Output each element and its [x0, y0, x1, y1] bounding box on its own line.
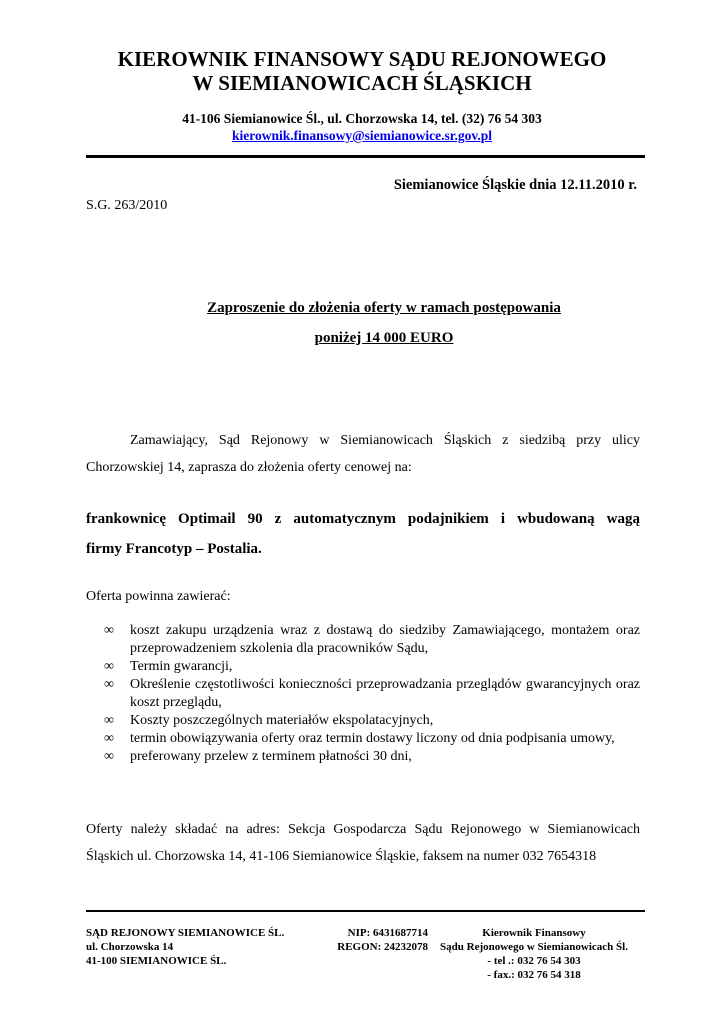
- closing-line2: Śląskich ul. Chorzowska 14, 41-106 Siemianowice Śląskie, faksem na numer 032 7654318: [86, 849, 597, 864]
- footer-court-info: [86, 926, 284, 968]
- infinity-bullet-icon: ∞: [104, 659, 114, 674]
- footer-court-city: 41-100 SIEMIANOWICE ŚL.: [86, 955, 227, 967]
- closing-line1: Oferty należy składać na adres: Sekcja Gospodarcza Sądu Rejonowego w Siemianowicach: [86, 822, 640, 837]
- product-line1: frankownicę Optimail 90 z automatycznym podajnikiem i wbudowaną wagą: [86, 511, 640, 527]
- letterhead-email-wrapper: [0, 128, 724, 144]
- subject-line2: poniżej 14 000 EURO: [314, 330, 454, 346]
- footer-contact: [428, 926, 640, 982]
- infinity-bullet-icon: ∞: [104, 749, 114, 764]
- infinity-bullet-icon: ∞: [104, 731, 114, 746]
- footer-nip: NIP: 6431687714: [347, 927, 428, 939]
- footer-regon: REGON: 24232078: [337, 941, 428, 953]
- case-reference: S.G. 263/2010: [86, 198, 168, 213]
- subject-line1: Zaproszenie do złożenia oferty w ramach postępowania: [207, 300, 561, 316]
- list-item: ∞ termin obowiązywania oferty oraz termin dostawy liczony od dnia podpisania umowy,: [104, 731, 615, 746]
- letter-date: Siemianowice Śląskie dnia 12.11.2010 r.: [393, 177, 637, 193]
- footer-fax: - fax.: 032 76 54 318: [487, 969, 581, 981]
- email-link[interactable]: kierownik.finansowy@siemianowice.sr.gov.pl: [231, 128, 493, 143]
- footer-role: Kierownik Finansowy: [482, 927, 586, 939]
- list-item: ∞ Termin gwarancji,: [104, 659, 233, 674]
- footer-institution: Sądu Rejonowego w Siemianowicach Śl.: [440, 941, 628, 953]
- offer-intro: Oferta powinna zawierać:: [86, 589, 231, 604]
- intro-line1: Zamawiający, Sąd Rejonowy w Siemianowicach Śląskich z siedzibą przy ulicy: [130, 433, 640, 448]
- offer-requirements-list: [104, 622, 640, 766]
- letterhead-title-line2: W SIEMIANOWICACH ŚLĄSKICH: [192, 71, 532, 95]
- intro-line2: Chorzowskiej 14, zaprasza do złożenia oferty cenowej na:: [86, 460, 412, 475]
- footer-court-name: SĄD REJONOWY SIEMIANOWICE ŚL.: [86, 927, 285, 939]
- infinity-bullet-icon: ∞: [104, 677, 114, 692]
- letterhead-address: 41-106 Siemianowice Śl., ul. Chorzowska 14, tel. (32) 76 54 303: [182, 111, 542, 126]
- product-line2: firmy Francotyp – Postalia.: [86, 541, 262, 557]
- footer-court-street: ul. Chorzowska 14: [86, 941, 174, 953]
- footer-divider: [86, 910, 645, 912]
- footer-phone: - tel .: 032 76 54 303: [487, 955, 581, 967]
- footer-tax-ids: [316, 926, 428, 954]
- list-item: ∞ preferowany przelew z terminem płatności 30 dni,: [104, 749, 412, 764]
- list-item: ∞ koszt zakupu urządzenia wraz z dostawą do siedziby Zamawiającego, montażem oraz przeprowadzeniem szkolenia dla pracowników Sądu,: [104, 623, 640, 656]
- header-divider: [86, 155, 645, 158]
- letterhead-title-line1: KIEROWNIK FINANSOWY SĄDU REJONOWEGO: [117, 47, 607, 71]
- list-item: ∞ Określenie częstotliwości konieczności przeprowadzania przeglądów gwarancyjnych oraz koszt przeglądu,: [104, 677, 640, 710]
- infinity-bullet-icon: ∞: [104, 623, 114, 638]
- infinity-bullet-icon: ∞: [104, 713, 114, 728]
- list-item: ∞ Koszty poszczególnych materiałów ekspolatacyjnych,: [104, 713, 434, 728]
